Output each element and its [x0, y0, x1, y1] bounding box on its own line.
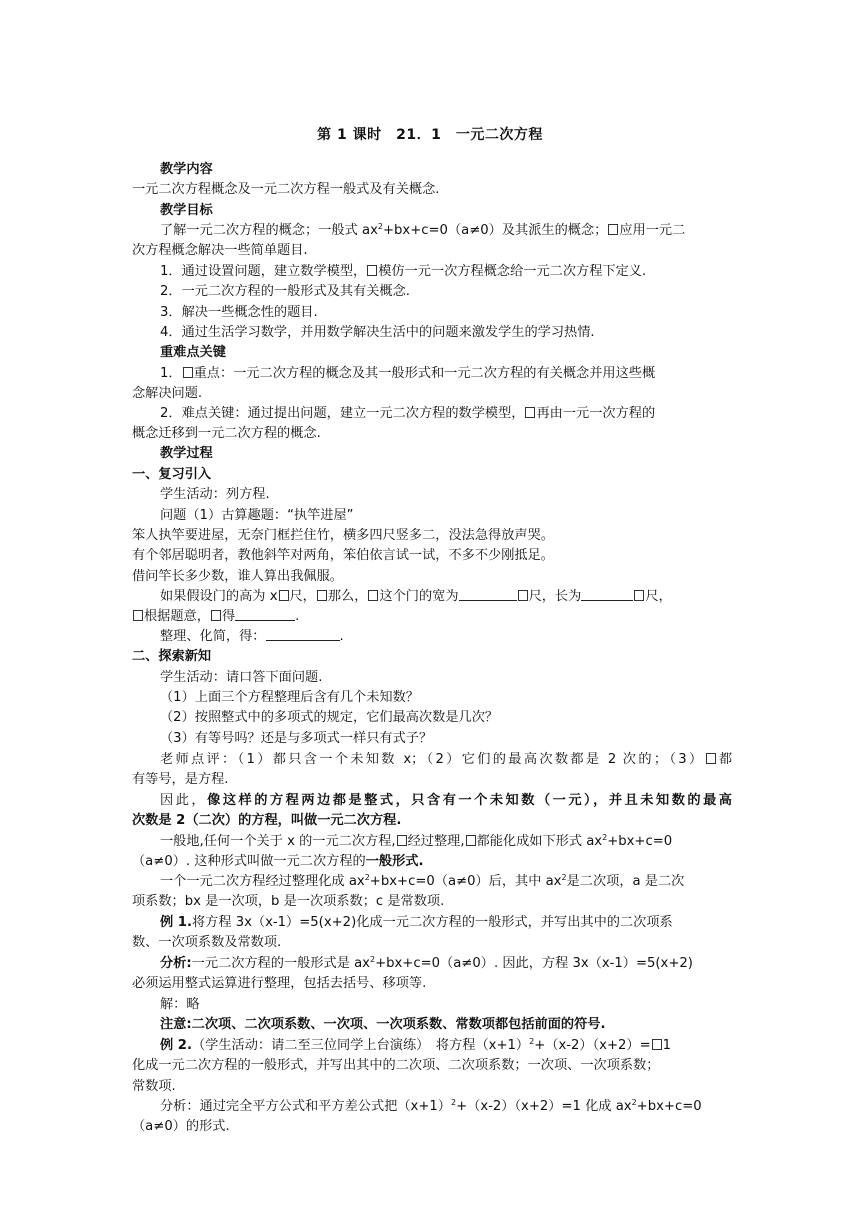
answer-blank	[581, 588, 633, 601]
paragraph: 次方程概念解决一些简单题目.	[132, 243, 308, 258]
lesson-title: 第 1 课时 21．1 一元二次方程	[317, 127, 543, 143]
paragraph: 学生活动：请口答下面问题.	[160, 670, 323, 685]
missing-glyph-box	[397, 835, 407, 846]
missing-glyph-box	[466, 835, 476, 846]
missing-glyph-box	[525, 407, 535, 418]
paragraph: 问题（1）古算趣题：“执竿进屋”	[160, 508, 354, 523]
missing-glyph-box	[706, 753, 716, 764]
paragraph: （a≠0）. 这种形式叫做一元二次方程的一般形式.	[132, 854, 424, 869]
missing-glyph-box	[608, 224, 618, 235]
paragraph: 1． 重点：一元二次方程的概念及其一般形式和一元二次方程的有关概念并用这些概	[160, 366, 656, 381]
heading-teaching-process: 教学过程	[160, 446, 213, 461]
paragraph: 解：略	[160, 997, 200, 1012]
paragraph: 学生活动：列方程.	[160, 487, 270, 502]
paragraph: 3．解决一些概念性的题目.	[160, 305, 318, 320]
poem-line: 笨人执竿要进屋，无奈门框拦住竹，横多四尺竖多二，没法急得放声哭。	[132, 528, 554, 543]
missing-glyph-box	[211, 610, 221, 621]
question-item: （3）有等号吗？还是与多项式一样只有式子？	[160, 731, 433, 746]
paragraph: （a≠0）的形式.	[132, 1119, 230, 1134]
paragraph: 如果假设门的高为 x 尺， 那么， 这个门的宽为 尺，长为 尺，	[160, 589, 672, 604]
heading-key-points: 重难点关键	[160, 345, 226, 360]
paragraph: 老师点评：（1）都只含一个未知数 x；（2）它们的最高次数都是 2 次的；（3） 都	[160, 752, 733, 767]
analysis: 分析:一元二次方程的一般形式是 $ax^2+bx+c=0(a\ne 0)$. 因此，方程 3x（x-1）=5(x+2)	[160, 955, 693, 971]
missing-glyph-box	[183, 367, 193, 378]
missing-glyph-box	[317, 590, 327, 601]
heading-explore: 二、探索新知	[132, 649, 212, 664]
missing-glyph-box	[634, 590, 644, 601]
question-item: （2）按照整式中的多项式的规定，它们最高次数是几次？	[160, 710, 499, 725]
missing-glyph-box	[367, 265, 377, 276]
paragraph: 4．通过生活学习数学，并用数学解决生活中的问题来激发学生的学习热情.	[160, 325, 595, 340]
paragraph: 2．难点关键：通过提出问题，建立一元二次方程的数学模型， 再由一元一次方程的	[160, 406, 656, 421]
missing-glyph-box	[279, 590, 289, 601]
paragraph: 根据题意， 得 .	[132, 607, 732, 627]
answer-blank	[266, 628, 340, 641]
heading-teaching-content: 教学内容	[160, 162, 213, 177]
paragraph: 了解一元二次方程的概念；一般式 $ax^2+bx+c=0(a\ne 0)$及其派生的概念； 应用一元二	[160, 222, 686, 238]
paragraph: 项系数；bx 是一次项，b 是一次项系数；c 是常数项.	[132, 894, 445, 909]
missing-glyph-box	[133, 610, 143, 621]
answer-blank	[459, 588, 517, 601]
paragraph: 整理、化简，得： .	[160, 629, 344, 644]
paragraph: 1．通过设置问题，建立数学模型， 模仿一元一次方程概念给一元二次方程下定义.	[160, 264, 647, 279]
poem-line: 借问竿长多少数，谁人算出我佩服。	[132, 569, 343, 584]
answer-blank	[235, 608, 295, 621]
example-1: 例 1.将方程 3x（x-1）=5(x+2)化成一元二次方程的一般形式，并写出其中的二次项系	[160, 915, 673, 930]
analysis: 分析：通过完全平方公式和平方差公式把$(x+1)^2+(x-2)(x+2)=1$ 化成 $ax^2+bx+c=0$	[160, 1098, 702, 1114]
definition-paragraph: 因此，像这样的方程两边都是整式，只含有一个未知数（一元），并且未知数的最高	[160, 793, 732, 808]
missing-glyph-box	[368, 590, 378, 601]
heading-teaching-goals: 教学目标	[160, 203, 213, 218]
paragraph: 2．一元二次方程的一般形式及其有关概念.	[160, 284, 410, 299]
paragraph: 一元二次方程概念及一元二次方程一般式及有关概念.	[132, 182, 440, 197]
paragraph: 有等号，是方程.	[132, 772, 229, 787]
paragraph: 一般地,任何一个关于 x 的一元二次方程, 经过整理, 都能化成如下形式 $ax^2+bx+c=0$	[160, 833, 673, 849]
poem-line: 有个邻居聪明者，教他斜竿对两角，笨伯依言试一试，不多不少刚抵足。	[132, 548, 554, 563]
paragraph: 常数项.	[132, 1079, 176, 1094]
heading-review: 一、复习引入	[132, 467, 212, 482]
question-item: （1）上面三个方程整理后含有几个未知数？	[160, 690, 419, 705]
example-2: 例 2.（学生活动：请二至三位同学上台演练） 将方程$(x+1)^2+(x-2)(x+2)= 1$	[160, 1037, 672, 1053]
paragraph: 化成一元二次方程的一般形式，并写出其中的二次项、二次项系数；一次项、一次项系数；	[132, 1058, 660, 1073]
paragraph: 必须运用整式运算进行整理，包括去括号、移项等.	[132, 976, 427, 991]
missing-glyph-box	[518, 590, 528, 601]
note: 注意:二次项、二次项系数、一次项、一次项系数、常数项都包括前面的符号.	[160, 1017, 606, 1032]
paragraph: 一个一元二次方程经过整理化成 $ax^2+bx+c=0(a\ne 0)$后，其中 $ax^2$是二次项，a 是二次	[160, 873, 685, 889]
paragraph: 念解决问题.	[132, 386, 203, 401]
paragraph: 数、一次项系数及常数项.	[132, 935, 282, 950]
paragraph: 概念迁移到一元二次方程的概念.	[132, 426, 321, 441]
missing-glyph-box	[652, 1039, 662, 1050]
definition-paragraph: 次数是 2（二次）的方程，叫做一元二次方程.	[132, 813, 402, 828]
